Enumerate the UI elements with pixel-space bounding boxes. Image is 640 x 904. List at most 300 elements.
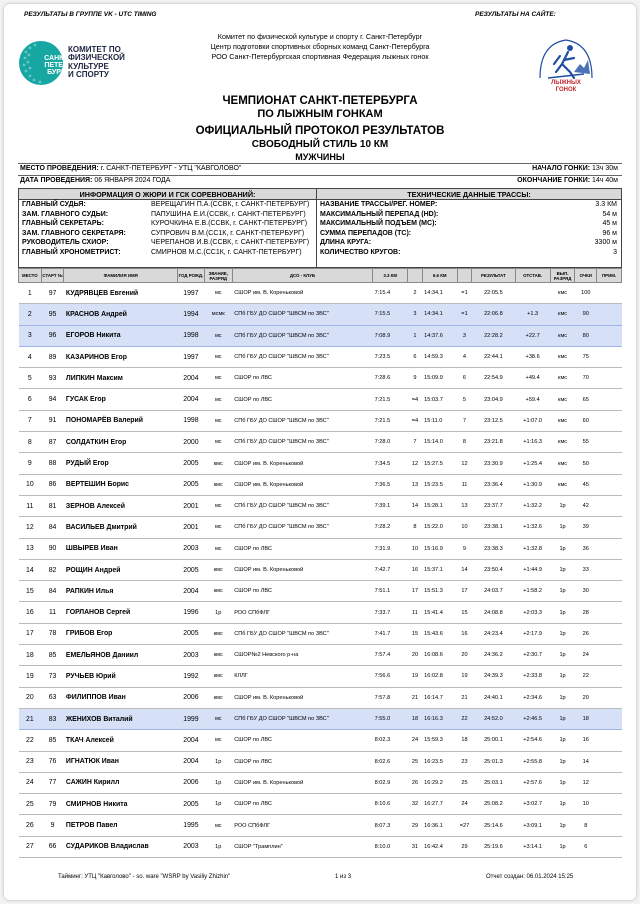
split-6km: 15:37.1 <box>422 559 457 580</box>
club: СШОР "Трамплин" <box>232 836 372 857</box>
place: 12 <box>19 517 42 538</box>
split-3km: 7:56.6 <box>373 666 408 687</box>
gap: +2:03.3 <box>515 602 550 623</box>
note <box>597 772 622 793</box>
tech-label: СУММА ПЕРЕПАДОВ (ТС): <box>320 229 412 237</box>
table-row <box>19 325 622 346</box>
bib: 96 <box>41 325 64 346</box>
split-3km-place: 13 <box>408 474 422 495</box>
birth-year: 1997 <box>177 283 204 304</box>
split-6km: 16:08.6 <box>422 645 457 666</box>
split-6km-place: 12 <box>457 453 471 474</box>
note <box>597 751 622 772</box>
gap: +2:34.6 <box>515 687 550 708</box>
note <box>597 495 622 516</box>
bib: 90 <box>41 538 64 559</box>
column-header: ВЫП. РАЗРЯД <box>550 269 575 283</box>
club: СПб ГБУ ДО СШОР "ШВСМ по ЗВС" <box>232 495 372 516</box>
club: СПб ГБУ ДО СШОР "ШВСМ по ЗВС" <box>232 708 372 729</box>
athlete-name: КАЗАРИНОВ Егор <box>64 346 178 367</box>
birth-year: 1997 <box>177 346 204 367</box>
points: 24 <box>575 645 597 666</box>
bib: 91 <box>41 410 64 431</box>
split-3km-place: 24 <box>408 730 422 751</box>
split-3km-place: =4 <box>408 410 422 431</box>
place: 3 <box>19 325 42 346</box>
birth-year: 2004 <box>177 368 204 389</box>
jury-label: ЗАМ. ГЛАВНОГО СЕКРЕТАРЯ: <box>22 229 126 237</box>
bib: 9 <box>41 815 64 836</box>
rank: мс <box>204 325 232 346</box>
table-row <box>19 538 622 559</box>
split-3km-place: 8 <box>408 517 422 538</box>
top-links <box>18 11 622 23</box>
tech-row <box>317 210 621 220</box>
birth-year: 1995 <box>177 815 204 836</box>
split-3km: 8:10.6 <box>373 794 408 815</box>
gap: +38.6 <box>515 346 550 367</box>
result-time: 24:39.3 <box>472 666 515 687</box>
split-6km-place: 24 <box>457 794 471 815</box>
split-3km-place: 20 <box>408 645 422 666</box>
split-6km: 15:28.1 <box>422 495 457 516</box>
birth-year: 2006 <box>177 772 204 793</box>
skier-logo-icon <box>530 34 602 94</box>
club: СПб ГБУ ДО СШОР "ШВСМ по ЗВС" <box>232 325 372 346</box>
table-row <box>19 559 622 580</box>
note <box>597 304 622 325</box>
gap <box>515 283 550 304</box>
split-3km: 7:15.4 <box>373 283 408 304</box>
note <box>597 389 622 410</box>
points: 8 <box>575 815 597 836</box>
gap: +22.7 <box>515 325 550 346</box>
table-row <box>19 666 622 687</box>
result-time: 22:28.2 <box>472 325 515 346</box>
gap: +3:09.1 <box>515 815 550 836</box>
points: 22 <box>575 666 597 687</box>
split-3km-place: 31 <box>408 836 422 857</box>
birth-year: 2004 <box>177 581 204 602</box>
tech-value: 96 м <box>602 229 617 237</box>
gap: +3:14.1 <box>515 836 550 857</box>
tech-label: КОЛИЧЕСТВО КРУГОВ: <box>320 248 401 256</box>
split-3km-place: 12 <box>408 453 422 474</box>
points: 20 <box>575 687 597 708</box>
results-table <box>18 268 622 858</box>
bib: 73 <box>41 666 64 687</box>
rank: кмс <box>204 453 232 474</box>
points: 90 <box>575 304 597 325</box>
split-3km: 7:34.5 <box>373 453 408 474</box>
achieved-rank: 1р <box>550 815 575 836</box>
points: 55 <box>575 432 597 453</box>
split-6km-place: 6 <box>457 368 471 389</box>
club: СПб ГБУ ДО СШОР "ШВСМ по ЗВС" <box>232 304 372 325</box>
table-row <box>19 794 622 815</box>
birth-year: 2004 <box>177 730 204 751</box>
club: СШОР им. В. Кореньковой <box>232 687 372 708</box>
table-row <box>19 304 622 325</box>
points: 14 <box>575 751 597 772</box>
column-header: 3.3 КМ <box>373 269 408 283</box>
points: 65 <box>575 389 597 410</box>
split-6km: 16:27.7 <box>422 794 457 815</box>
note <box>597 666 622 687</box>
athlete-name: СМИРНОВ Никита <box>64 794 178 815</box>
place: 11 <box>19 495 42 516</box>
race-group: МУЖЧИНЫ <box>295 152 345 162</box>
rank: кмс <box>204 581 232 602</box>
place: 22 <box>19 730 42 751</box>
split-6km: 15:16.9 <box>422 538 457 559</box>
gap: +2:33.8 <box>515 666 550 687</box>
bib: 97 <box>41 283 64 304</box>
bib: 94 <box>41 389 64 410</box>
athlete-name: ТКАЧ Алексей <box>64 730 178 751</box>
achieved-rank: кмс <box>550 325 575 346</box>
rank: мс <box>204 517 232 538</box>
gap: +1:32.6 <box>515 517 550 538</box>
result-time: 24:36.2 <box>472 645 515 666</box>
club: СПб ГБУ ДО СШОР "ШВСМ по ЗВС" <box>232 346 372 367</box>
split-3km: 8:10.0 <box>373 836 408 857</box>
gap: +1:30.9 <box>515 474 550 495</box>
achieved-rank: 1р <box>550 794 575 815</box>
jury-label: ГЛАВНЫЙ ХРОНОМЕТРИСТ: <box>22 248 121 256</box>
club: СШОР им. В. Кореньковой <box>232 283 372 304</box>
gap: +1:25.4 <box>515 453 550 474</box>
athlete-name: ЕГОРОВ Никита <box>64 325 178 346</box>
column-header <box>457 269 471 283</box>
achieved-rank: кмс <box>550 304 575 325</box>
split-3km-place: 6 <box>408 346 422 367</box>
gap: +1:58.2 <box>515 581 550 602</box>
organizer-line: РОО Санкт-Петербургская спортивная Федерация лыжных гонок <box>211 52 429 61</box>
birth-year: 1998 <box>177 410 204 431</box>
track-info <box>317 189 621 267</box>
athlete-name: ФИЛИППОВ Иван <box>64 687 178 708</box>
rank: 1р <box>204 751 232 772</box>
birth-year: 2004 <box>177 389 204 410</box>
achieved-rank: 1р <box>550 730 575 751</box>
points: 28 <box>575 602 597 623</box>
result-time: 24:52.0 <box>472 708 515 729</box>
column-header: ЗВАНИЕ, РАЗРЯД <box>204 269 232 283</box>
split-3km-place: 26 <box>408 772 422 793</box>
split-3km: 7:55.0 <box>373 708 408 729</box>
place: 13 <box>19 538 42 559</box>
svg-text:ЛЫЖНЫХ: ЛЫЖНЫХ <box>551 80 581 86</box>
split-6km: 15:14.0 <box>422 432 457 453</box>
achieved-rank: 1р <box>550 495 575 516</box>
gap: +1:44.9 <box>515 559 550 580</box>
achieved-rank: 1р <box>550 581 575 602</box>
organizers <box>168 32 472 62</box>
result-time: 25:14.6 <box>472 815 515 836</box>
bib: 85 <box>41 645 64 666</box>
split-6km: 16:14.7 <box>422 687 457 708</box>
start-time: 13ч 30м <box>592 165 618 172</box>
birth-year: 1996 <box>177 602 204 623</box>
athlete-name: КУДРЯВЦЕВ Евгений <box>64 283 178 304</box>
table-row <box>19 687 622 708</box>
split-6km: 14:34.1 <box>422 304 457 325</box>
column-header: ПРИМ. <box>597 269 622 283</box>
result-time: 23:37.7 <box>472 495 515 516</box>
venue-row: МЕСТО ПРОВЕДЕНИЯ: г. САНКТ-ПЕТЕРБУРГ - УТЦ "КАВГОЛОВО" НАЧАЛО ГОНКИ: 13ч 30м <box>18 163 622 174</box>
table-row <box>19 815 622 836</box>
table-row <box>19 474 622 495</box>
split-3km: 7:57.4 <box>373 645 408 666</box>
table-row <box>19 389 622 410</box>
column-header: ДСО - КЛУБ <box>232 269 372 283</box>
ski-federation-logo <box>530 34 602 94</box>
place: 9 <box>19 453 42 474</box>
championship-title: ЧЕМПИОНАТ САНКТ-ПЕТЕРБУРГА <box>222 95 418 107</box>
place: 2 <box>19 304 42 325</box>
gap: +1:32.8 <box>515 538 550 559</box>
table-row <box>19 495 622 516</box>
split-6km-place: 23 <box>457 751 471 772</box>
athlete-name: ЖЕНИХОВ Виталий <box>64 708 178 729</box>
table-row <box>19 283 622 304</box>
gap: +2:57.6 <box>515 772 550 793</box>
athlete-name: САЖИН Кирилл <box>64 772 178 793</box>
tech-row <box>317 229 621 239</box>
tech-value: 3.3 КМ <box>595 201 617 208</box>
split-6km: 14:59.3 <box>422 346 457 367</box>
note <box>597 708 622 729</box>
split-3km-place: 16 <box>408 559 422 580</box>
rank: мс <box>204 283 232 304</box>
result-time: 23:38.1 <box>472 517 515 538</box>
achieved-rank: кмс <box>550 389 575 410</box>
bib: 93 <box>41 368 64 389</box>
rank: 1р <box>204 836 232 857</box>
tech-row <box>317 219 621 229</box>
athlete-name: ГРИБОВ Егор <box>64 623 178 644</box>
note <box>597 687 622 708</box>
split-3km: 8:02.6 <box>373 751 408 772</box>
achieved-rank: 1р <box>550 708 575 729</box>
info-box <box>18 188 622 268</box>
gap: +2:54.6 <box>515 730 550 751</box>
achieved-rank: кмс <box>550 453 575 474</box>
athlete-name: РОЩИН Андрей <box>64 559 178 580</box>
result-time: 24:23.4 <box>472 623 515 644</box>
split-3km: 8:07.3 <box>373 815 408 836</box>
split-6km: 16:16.3 <box>422 708 457 729</box>
tech-label: НАЗВАНИЕ ТРАССЫ/РЕГ. НОМЕР: <box>320 201 438 208</box>
club: СШОР по ЛВС <box>232 751 372 772</box>
split-3km: 7:23.5 <box>373 346 408 367</box>
split-3km: 7:41.7 <box>373 623 408 644</box>
jury-row <box>19 219 316 229</box>
table-row <box>19 432 622 453</box>
result-time: 24:03.7 <box>472 581 515 602</box>
split-6km: 16:36.1 <box>422 815 457 836</box>
birth-year: 1999 <box>177 708 204 729</box>
split-3km-place: 9 <box>408 368 422 389</box>
bib: 79 <box>41 794 64 815</box>
birth-year: 2004 <box>177 751 204 772</box>
website-link[interactable]: РЕЗУЛЬТАТЫ НА САЙТЕ: <box>475 11 556 18</box>
jury-row <box>19 238 316 248</box>
bib: 82 <box>41 559 64 580</box>
result-time: 25:08.2 <box>472 794 515 815</box>
table-header <box>19 269 622 283</box>
split-6km: 14:34.1 <box>422 283 457 304</box>
place: 4 <box>19 346 42 367</box>
achieved-rank: 1р <box>550 623 575 644</box>
club: СШОР им. В. Кореньковой <box>232 474 372 495</box>
athlete-name: ШВЫРЕВ Иван <box>64 538 178 559</box>
achieved-rank: 1р <box>550 602 575 623</box>
split-6km-place: 17 <box>457 581 471 602</box>
split-6km: 16:29.2 <box>422 772 457 793</box>
place: 19 <box>19 666 42 687</box>
bib: 84 <box>41 517 64 538</box>
place: 26 <box>19 815 42 836</box>
result-time: 25:03.1 <box>472 772 515 793</box>
split-6km-place: =27 <box>457 815 471 836</box>
spb-sports-committee-logo <box>18 40 68 86</box>
table-row <box>19 517 622 538</box>
rank: мс <box>204 432 232 453</box>
jury-value: ЧЕРЕПАНОВ И.В.(ССВК, г. САНКТ-ПЕТЕРБУРГ) <box>151 239 310 247</box>
points: 50 <box>575 453 597 474</box>
gap: +59.4 <box>515 389 550 410</box>
bib: 11 <box>41 602 64 623</box>
achieved-rank: кмс <box>550 474 575 495</box>
result-time: 22:54.9 <box>472 368 515 389</box>
club: СПб ГБУ ДО СШОР "ШВСМ по ЗВС" <box>232 410 372 431</box>
note <box>597 410 622 431</box>
committee-name: КОМИТЕТ ПО ФИЗИЧЕСКОЙ КУЛЬТУРЕ И СПОРТУ <box>68 45 125 80</box>
split-6km-place: 15 <box>457 602 471 623</box>
points: 70 <box>575 368 597 389</box>
table-row <box>19 581 622 602</box>
note <box>597 325 622 346</box>
points: 18 <box>575 708 597 729</box>
points: 100 <box>575 283 597 304</box>
rank: 1р <box>204 772 232 793</box>
split-6km-place: 21 <box>457 687 471 708</box>
bib: 81 <box>41 495 64 516</box>
jury-value: СМИРНОВ М.С.(СС1К, г. САНКТ-ПЕТЕРБУРГ) <box>151 248 302 256</box>
club: СПб ГБУ ДО СШОР "ШВСМ по ЗВС" <box>232 517 372 538</box>
bib: 95 <box>41 304 64 325</box>
jury-label: РУКОВОДИТЕЛЬ СХИОР: <box>22 239 109 247</box>
athlete-name: ЕМЕЛЬЯНОВ Даниил <box>64 645 178 666</box>
split-3km-place: =4 <box>408 389 422 410</box>
athlete-name: РАПКИН Илья <box>64 581 178 602</box>
column-header: ГОД РОЖД. <box>177 269 204 283</box>
place: 18 <box>19 645 42 666</box>
split-3km-place: 29 <box>408 815 422 836</box>
birth-year: 1998 <box>177 325 204 346</box>
rank: кмс <box>204 623 232 644</box>
split-3km: 7:15.5 <box>373 304 408 325</box>
place: 17 <box>19 623 42 644</box>
note <box>597 474 622 495</box>
athlete-name: ЗЕРНОВ Алексей <box>64 495 178 516</box>
note <box>597 346 622 367</box>
table-row <box>19 410 622 431</box>
bib: 84 <box>41 581 64 602</box>
birth-year: 2001 <box>177 495 204 516</box>
achieved-rank: кмс <box>550 346 575 367</box>
club: СПб ГБУ ДО СШОР "ШВСМ по ЗВС" <box>232 623 372 644</box>
birth-year: 1994 <box>177 304 204 325</box>
note <box>597 538 622 559</box>
gap: +3:02.7 <box>515 794 550 815</box>
club: РОО СПбФЛГ <box>232 815 372 836</box>
split-3km: 7:28.0 <box>373 432 408 453</box>
gap: +49.4 <box>515 368 550 389</box>
rank: мс <box>204 495 232 516</box>
place: 15 <box>19 581 42 602</box>
split-6km: 15:59.3 <box>422 730 457 751</box>
points: 12 <box>575 772 597 793</box>
rank: мс <box>204 410 232 431</box>
club: СШОР по ЛВС <box>232 538 372 559</box>
split-6km-place: 25 <box>457 772 471 793</box>
athlete-name: СУДАРИКОВ Владислав <box>64 836 178 857</box>
split-6km-place: =1 <box>457 304 471 325</box>
split-6km-place: 13 <box>457 495 471 516</box>
athlete-name: ВАСИЛЬЕВ Дмитрий <box>64 517 178 538</box>
column-header: 6.6 КМ <box>422 269 457 283</box>
points: 10 <box>575 794 597 815</box>
birth-year: 2005 <box>177 794 204 815</box>
split-6km-place: =1 <box>457 283 471 304</box>
results-sheet <box>4 4 636 900</box>
achieved-rank: кмс <box>550 283 575 304</box>
split-6km: 15:09.9 <box>422 368 457 389</box>
note <box>597 517 622 538</box>
jury-label: ГЛАВНЫЙ СУДЬЯ: <box>22 201 86 208</box>
date-row: ДАТА ПРОВЕДЕНИЯ: 06 ЯНВАРЯ 2024 ГОДА ОКОНЧАНИЕ ГОНКИ: 14ч 40м <box>18 175 622 186</box>
split-6km-place: 22 <box>457 708 471 729</box>
split-3km: 8:02.3 <box>373 730 408 751</box>
column-header: ФАМИЛИЯ ИМЯ <box>64 269 178 283</box>
table-row <box>19 751 622 772</box>
tech-value: 3300 м <box>594 239 617 247</box>
club: СШОР им. В. Кореньковой <box>232 559 372 580</box>
jury-label: ГЛАВНЫЙ СЕКРЕТАРЬ: <box>22 220 104 228</box>
note <box>597 559 622 580</box>
athlete-name: ВЕРТЕШИН Борис <box>64 474 178 495</box>
column-header <box>408 269 422 283</box>
footer <box>18 874 622 886</box>
result-time: 22:05.5 <box>472 283 515 304</box>
tech-label: ДЛИНА КРУГА: <box>320 239 372 247</box>
rank: кмс <box>204 687 232 708</box>
points: 80 <box>575 325 597 346</box>
note <box>597 794 622 815</box>
protocol-title: ОФИЦИАЛЬНЫЙ ПРОТОКОЛ РЕЗУЛЬТАТОВ <box>195 125 445 137</box>
athlete-name: ПОНОМАРЁВ Валерий <box>64 410 178 431</box>
note <box>597 730 622 751</box>
birth-year: 2003 <box>177 538 204 559</box>
athlete-name: ПЕТРОВ Павел <box>64 815 178 836</box>
vk-group-link[interactable]: РЕЗУЛЬТАТЫ В ГРУППЕ VK - UTC TIMING <box>24 11 157 18</box>
note <box>597 368 622 389</box>
achieved-rank: 1р <box>550 645 575 666</box>
split-3km: 7:08.9 <box>373 325 408 346</box>
